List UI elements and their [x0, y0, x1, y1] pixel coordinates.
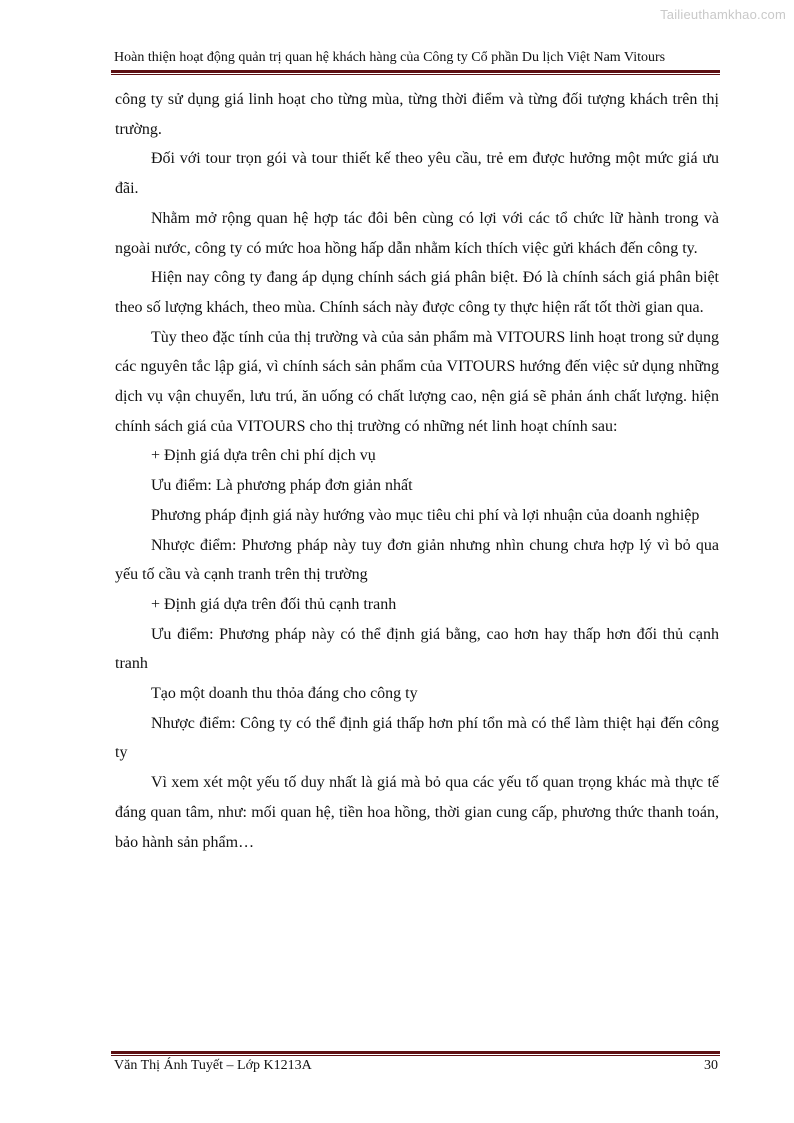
- paragraph-advantage-2: Ưu điểm: Phương pháp này có thể định giá bằng, cao hơn hay thấp hơn đối thủ cạnh tranh: [115, 625, 719, 673]
- list-item-cost-based-pricing: + Định giá dựa trên chi phí dịch vụ: [151, 447, 376, 465]
- document-body: [115, 85, 719, 857]
- paragraph-conclusion: Vì xem xét một yếu tố duy nhất là giá mà bỏ qua các yếu tố quan trọng khác mà thực tế đáng quan tâm, như: mối quan hệ, tiền hoa hồng, thời gian cung cấp, phương thức thanh toán, bảo hành sản phẩm…: [115, 774, 719, 851]
- page-header-title: Hoàn thiện hoạt động quản trị quan hệ khách hàng của Công ty Cổ phần Du lịch Việt Nam Vitours: [114, 50, 666, 65]
- paragraph-revenue: Tạo một doanh thu thỏa đáng cho công ty: [151, 685, 418, 703]
- paragraph-disadvantage-1: Nhược điểm: Phương pháp này tuy đơn giản nhưng nhìn chung chưa hợp lý vì bỏ qua yếu tố cầu và cạnh tranh trên thị trường: [115, 536, 719, 584]
- paragraph-disadvantage-2: Nhược điểm: Công ty có thể định giá thấp hơn phí tổn mà có thể làm thiệt hại đến công ty: [115, 714, 719, 762]
- list-item-competitor-based-pricing: + Định giá dựa trên đối thủ cạnh tranh: [151, 595, 397, 613]
- footer-rule: [111, 1051, 720, 1056]
- paragraph-commission: Nhằm mở rộng quan hệ hợp tác đôi bên cùng có lợi với các tổ chức lữ hành trong và ngoài nước, công ty có mức hoa hồng hấp dẫn nhằm kích thích việc gửi khách đến công ty.: [115, 209, 719, 257]
- paragraph-child-discount: Đối với tour trọn gói và tour thiết kế theo yêu cầu, trẻ em được hưởng một mức giá ưu đãi.: [115, 150, 719, 198]
- paragraph-advantage-1: Ưu điểm: Là phương pháp đơn giản nhất: [151, 477, 413, 495]
- paragraph-price-discrimination: Hiện nay công ty đang áp dụng chính sách giá phân biệt. Đó là chính sách giá phân biệt theo số lượng khách, theo mùa. Chính sách này được công ty thực hiện rất tốt thời gian qua.: [115, 269, 719, 316]
- page-number: 30: [704, 1058, 718, 1073]
- paragraph-continuation: công ty sử dụng giá linh hoạt cho từng mùa, từng thời điểm và từng đối tượng khách trên thị trường.: [115, 91, 719, 138]
- paragraph-pricing-flexibility: Tùy theo đặc tính của thị trường và của sản phẩm mà VITOURS linh hoạt trong sử dụng các nguyên tắc lập giá, vì chính sách sản phẩm của VITOURS hướng đến việc sử dụng những dịch vụ vận chuyển, lưu trú, ăn uống có chất lượng cao, nện giá sẽ phản ánh chất lượng. hiện chính sách giá của VITOURS cho thị trường có những nét linh hoạt chính sau:: [115, 328, 719, 435]
- watermark: Tailieuthamkhao.com: [660, 7, 786, 22]
- footer-author: Văn Thị Ánh Tuyết – Lớp K1213A: [114, 1058, 312, 1073]
- paragraph-method-description: Phương pháp định giá này hướng vào mục tiêu chi phí và lợi nhuận của doanh nghiệp: [151, 506, 700, 524]
- header-rule: [111, 70, 720, 75]
